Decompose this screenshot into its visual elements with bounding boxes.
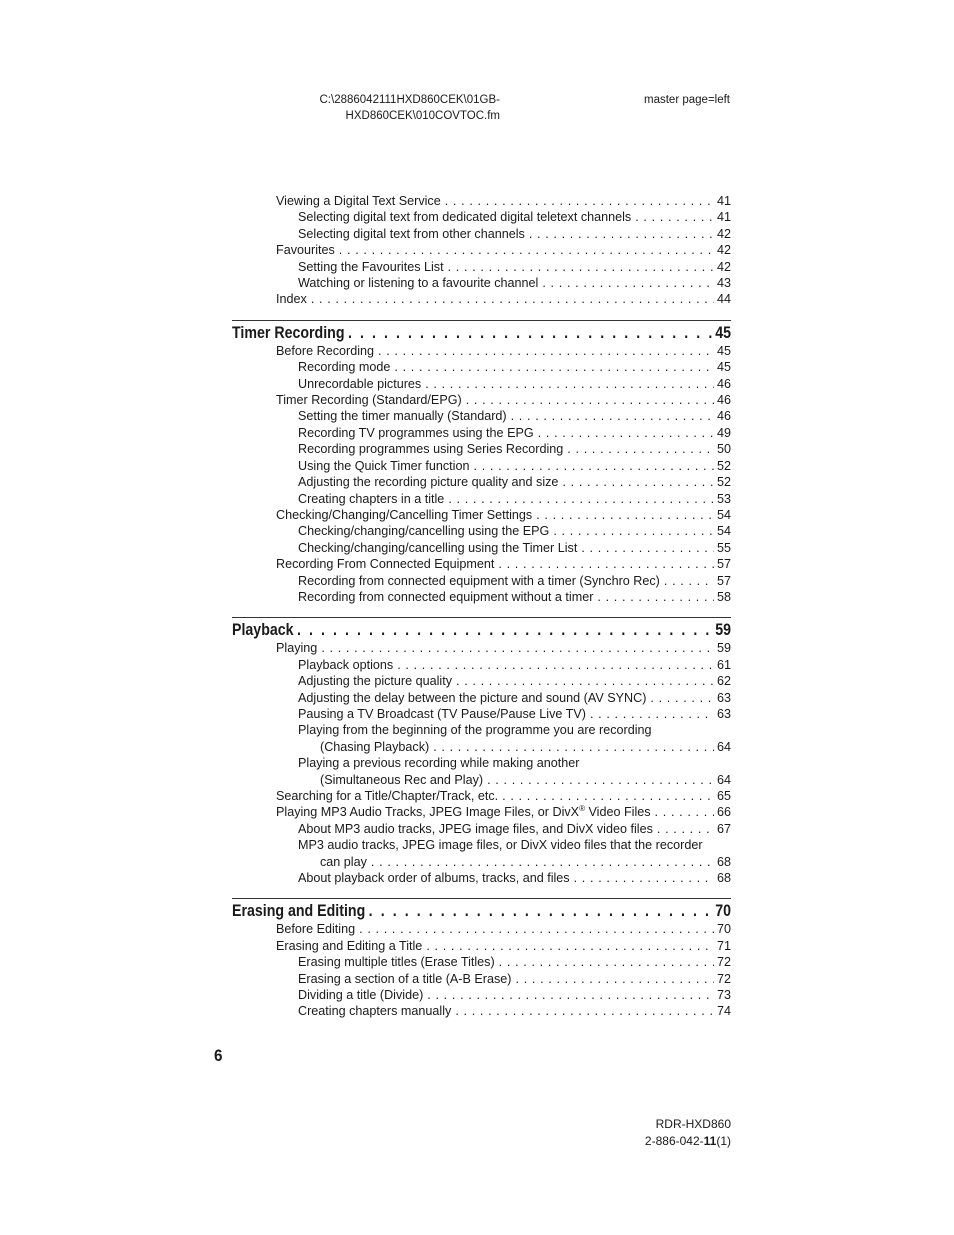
leader-dots (311, 291, 714, 307)
toc-entry[interactable] (232, 1003, 731, 1019)
toc-entry-label-first-line: Playing from the beginning of the programme you are recording (298, 723, 652, 738)
toc-entry-page: 45 (716, 343, 731, 358)
section-page: 59 (715, 621, 732, 640)
toc-entry-page: 43 (716, 276, 731, 291)
page-number: 6 (214, 1046, 223, 1065)
toc-entry-label: Recording from connected equipment without a timer (298, 589, 594, 604)
toc-entry-label: Erasing multiple titles (Erase Titles) (298, 955, 495, 970)
leader-dots (650, 690, 714, 706)
toc-entry[interactable] (232, 474, 731, 490)
toc-entry-label: Creating chapters in a title (298, 491, 445, 506)
toc-entry-page: 54 (716, 507, 731, 522)
toc-entry-label-first-line: Playing a previous recording while making another (298, 756, 580, 771)
toc-entry-label-continued: (Chasing Playback) (320, 739, 430, 754)
leader-dots (427, 987, 714, 1003)
toc-entry-label: Creating chapters manually (298, 1004, 452, 1019)
model-number: RDR-HXD860 (655, 1117, 731, 1131)
toc-entry-label (276, 804, 655, 820)
toc-entry[interactable] (232, 392, 731, 408)
leader-dots (359, 921, 714, 937)
toc-entry-label-text: Playing MP3 Audio Tracks, JPEG Image Files, or DivX (276, 805, 580, 820)
toc-entry-label: Index (276, 292, 307, 307)
toc-entry-page: 62 (716, 674, 731, 689)
toc-entry[interactable] (232, 458, 731, 474)
toc-entry[interactable] (232, 275, 731, 291)
leader-dots (664, 573, 714, 589)
toc-entry-page: 64 (716, 739, 731, 754)
toc-entry-page: 71 (716, 938, 731, 953)
toc-entry-page: 41 (716, 210, 731, 225)
toc-entry-page: 64 (716, 772, 731, 787)
leader-dots (448, 491, 714, 507)
toc-entry-label: Pausing a TV Broadcast (TV Pause/Pause Live TV) (298, 706, 586, 721)
toc-entry-page: 53 (716, 491, 731, 506)
part-code (600, 1133, 731, 1150)
leader-dots (394, 359, 714, 375)
toc-entry[interactable] (232, 739, 731, 755)
toc-entry[interactable] (232, 657, 731, 673)
leader-dots (445, 193, 714, 209)
toc-entry-label: Recording TV programmes using the EPG (298, 425, 534, 440)
section-heading[interactable] (232, 620, 731, 640)
toc-entry[interactable] (232, 821, 731, 837)
toc-entry-page: 49 (716, 425, 731, 440)
toc-intro-block (232, 193, 731, 308)
toc-entry[interactable] (232, 491, 731, 507)
toc-entry-label: Searching for a Title/Chapter/Track, etc. (276, 789, 499, 803)
leader-dots (369, 901, 716, 921)
toc-entry-page: 67 (716, 821, 731, 836)
leader-dots (499, 954, 714, 970)
toc-entry-page: 57 (716, 557, 731, 572)
leader-dots (455, 1003, 714, 1019)
leader-dots (448, 259, 714, 275)
toc-entry-page: 57 (716, 573, 731, 588)
toc-entry-page: 46 (716, 376, 731, 391)
toc-entry[interactable] (232, 854, 731, 870)
toc-entry-page: 72 (716, 971, 731, 986)
toc-entry-page: 68 (716, 854, 731, 869)
toc-entry-label: Dividing a title (Divide) (298, 988, 424, 1003)
toc-entry-label: Viewing a Digital Text Service (276, 194, 441, 208)
leader-dots (502, 788, 714, 804)
leader-dots (635, 209, 714, 225)
toc-entry[interactable] (232, 209, 731, 225)
leader-dots (433, 739, 714, 755)
toc-entry-label: Watching or listening to a favourite channel (298, 276, 539, 291)
toc-entry[interactable] (232, 408, 731, 424)
toc-entry-label-first-line: MP3 audio tracks, JPEG image files, or DivX video files that the recorder (298, 838, 703, 853)
leader-dots (426, 938, 714, 954)
toc-entry-page: 72 (716, 955, 731, 970)
file-path-line-2: HXD860CEK\010COVTOC.fm (345, 110, 500, 122)
toc-entry-label: Recording From Connected Equipment (276, 557, 495, 572)
toc-entry[interactable] (232, 938, 731, 954)
leader-dots (574, 870, 714, 886)
toc-entry-label: Using the Quick Timer function (298, 458, 470, 473)
toc-entry-label: Setting the Favourites List (298, 259, 444, 274)
toc-entry[interactable] (232, 259, 731, 275)
toc-entry-label: About playback order of albums, tracks, and files (298, 871, 570, 886)
toc-entry-label: Playback options (298, 657, 394, 672)
leader-dots (567, 441, 714, 457)
toc-entry-page: 52 (716, 458, 731, 473)
toc-entry[interactable] (232, 507, 731, 523)
toc-entry[interactable] (232, 359, 731, 375)
toc-entry-page: 74 (716, 1004, 731, 1019)
toc-entry-page: 63 (716, 706, 731, 721)
section-title: Erasing and Editing (232, 902, 366, 921)
toc-entry-label-continued: can play (320, 854, 367, 869)
toc-entry[interactable] (232, 673, 731, 689)
toc-entry-label: Adjusting the delay between the picture and sound (AV SYNC) (298, 690, 647, 705)
toc-entry-page: 50 (716, 442, 731, 457)
toc-entry[interactable] (232, 242, 731, 258)
toc-entry[interactable] (232, 971, 731, 987)
toc-entry[interactable] (232, 772, 731, 788)
leader-dots (339, 242, 714, 258)
toc-entry-page: 63 (716, 690, 731, 705)
toc-entry-page: 70 (716, 922, 731, 937)
toc-entry-page: 54 (716, 524, 731, 539)
toc-entry[interactable] (232, 954, 731, 970)
toc-entry-label: Setting the timer manually (Standard) (298, 409, 507, 424)
leader-dots (657, 821, 714, 837)
leader-dots (397, 657, 714, 673)
master-page-label: master page=left (644, 94, 730, 106)
toc-entry[interactable] (232, 788, 731, 804)
leader-dots (536, 507, 714, 523)
registered-mark: ® (579, 804, 585, 814)
toc-entry[interactable] (232, 690, 731, 706)
toc-entry-label: About MP3 audio tracks, JPEG image files, and DivX video files (298, 821, 653, 836)
leader-dots (321, 640, 714, 656)
toc-entry-label-continued: (Simultaneous Rec and Play) (320, 772, 484, 787)
toc-entry[interactable] (232, 987, 731, 1003)
toc-entry-label: Checking/changing/cancelling using the Timer List (298, 540, 578, 555)
toc-entry-label: Recording mode (298, 360, 391, 375)
toc-entry-page: 42 (716, 226, 731, 241)
leader-dots (348, 323, 715, 343)
toc-entry-label: Unrecordable pictures (298, 376, 422, 391)
toc-entry-label: Before Recording (276, 343, 375, 358)
toc-entry[interactable] (232, 291, 731, 307)
leader-dots (511, 408, 714, 424)
leader-dots (297, 620, 715, 640)
leader-dots (562, 474, 714, 490)
leader-dots (371, 854, 714, 870)
toc-entry-page: 42 (716, 259, 731, 274)
leader-dots (553, 523, 714, 539)
toc-entry-label: Selecting digital text from other channels (298, 226, 525, 241)
toc-entry-label: Erasing and Editing a Title (276, 938, 423, 953)
toc-entry-page: 68 (716, 871, 731, 886)
toc-entry-label: Selecting digital text from dedicated digital teletext channels (298, 210, 632, 225)
toc-entry-page: 52 (716, 475, 731, 490)
part-code-prefix: 2-886-042- (644, 1134, 704, 1148)
toc-entry[interactable] (232, 343, 731, 359)
toc-entry[interactable] (232, 193, 731, 209)
toc-entry-page: 65 (716, 789, 731, 803)
toc-entry-page: 73 (716, 988, 731, 1003)
leader-dots (581, 540, 714, 556)
file-path-line-1: C:\2886042111HXD860CEK\01GB- (319, 94, 500, 106)
toc-entry[interactable] (232, 376, 731, 392)
toc-entry[interactable] (232, 573, 731, 589)
leader-dots (456, 673, 714, 689)
toc-entry[interactable] (232, 706, 731, 722)
toc-entry-label: Adjusting the picture quality (298, 674, 453, 689)
toc-entry[interactable] (232, 226, 731, 242)
file-path (260, 92, 500, 124)
toc-entry-label: Timer Recording (Standard/EPG) (276, 393, 462, 408)
leader-dots (516, 971, 714, 987)
toc-entry-page: 61 (716, 657, 731, 672)
toc-entry-label: Recording programmes using Series Recording (298, 442, 564, 457)
leader-dots (590, 706, 714, 722)
toc-entry-label: Checking/Changing/Cancelling Timer Settings (276, 507, 533, 522)
toc-entry[interactable] (232, 589, 731, 605)
leader-dots (498, 556, 714, 572)
toc-entry-page: 59 (716, 641, 731, 656)
leader-dots (529, 226, 714, 242)
section-page: 70 (715, 902, 732, 921)
toc-entry-page: 45 (716, 360, 731, 375)
table-of-contents (232, 193, 731, 1020)
toc-entry-label: Favourites (276, 243, 335, 258)
toc-entry-label: Erasing a section of a title (A-B Erase) (298, 971, 512, 986)
toc-entry[interactable] (232, 921, 731, 937)
toc-entry-page: 66 (716, 805, 731, 820)
leader-dots (425, 376, 714, 392)
section-page: 45 (715, 323, 732, 342)
toc-entry[interactable] (232, 640, 731, 656)
toc-entry[interactable] (232, 540, 731, 556)
toc-entry-label: Checking/changing/cancelling using the EPG (298, 524, 550, 539)
leader-dots (466, 392, 714, 408)
part-code-bold: 11 (703, 1134, 717, 1148)
footer (600, 1116, 731, 1150)
toc-entry[interactable] (232, 523, 731, 539)
leader-dots (538, 425, 714, 441)
toc-entry-label: Before Editing (276, 922, 356, 937)
toc-entry-page: 58 (716, 589, 731, 604)
toc-entry-page: 42 (716, 243, 731, 258)
toc-entry-page: 46 (716, 393, 731, 408)
toc-section-timer-recording (232, 320, 731, 606)
toc-entry[interactable] (232, 441, 731, 457)
toc-section-playback (232, 617, 731, 886)
toc-entry-page: 44 (716, 292, 731, 307)
toc-entry[interactable] (232, 804, 731, 820)
toc-entry[interactable] (232, 425, 731, 441)
toc-entry-page: 41 (716, 194, 731, 208)
toc-entry-label: Adjusting the recording picture quality and size (298, 475, 559, 490)
leader-dots (474, 458, 714, 474)
toc-entry[interactable] (232, 870, 731, 886)
leader-dots (655, 804, 714, 820)
leader-dots (487, 772, 714, 788)
section-title: Timer Recording (232, 323, 345, 342)
section-heading[interactable] (232, 323, 731, 343)
toc-entry[interactable] (232, 556, 731, 572)
part-code-suffix: (1) (716, 1134, 731, 1148)
toc-entry-label: Recording from connected equipment with a timer (Synchro Rec) (298, 573, 660, 588)
toc-entry-label: Playing (276, 641, 318, 656)
toc-entry-label-suffix: Video Files (584, 805, 651, 820)
leader-dots (542, 275, 714, 291)
leader-dots (597, 589, 714, 605)
section-heading[interactable] (232, 901, 731, 921)
section-title: Playback (232, 621, 294, 640)
leader-dots (378, 343, 714, 359)
toc-section-erasing-and-editing (232, 898, 731, 1019)
toc-entry-page: 55 (716, 540, 731, 555)
toc-entry-page: 46 (716, 409, 731, 424)
